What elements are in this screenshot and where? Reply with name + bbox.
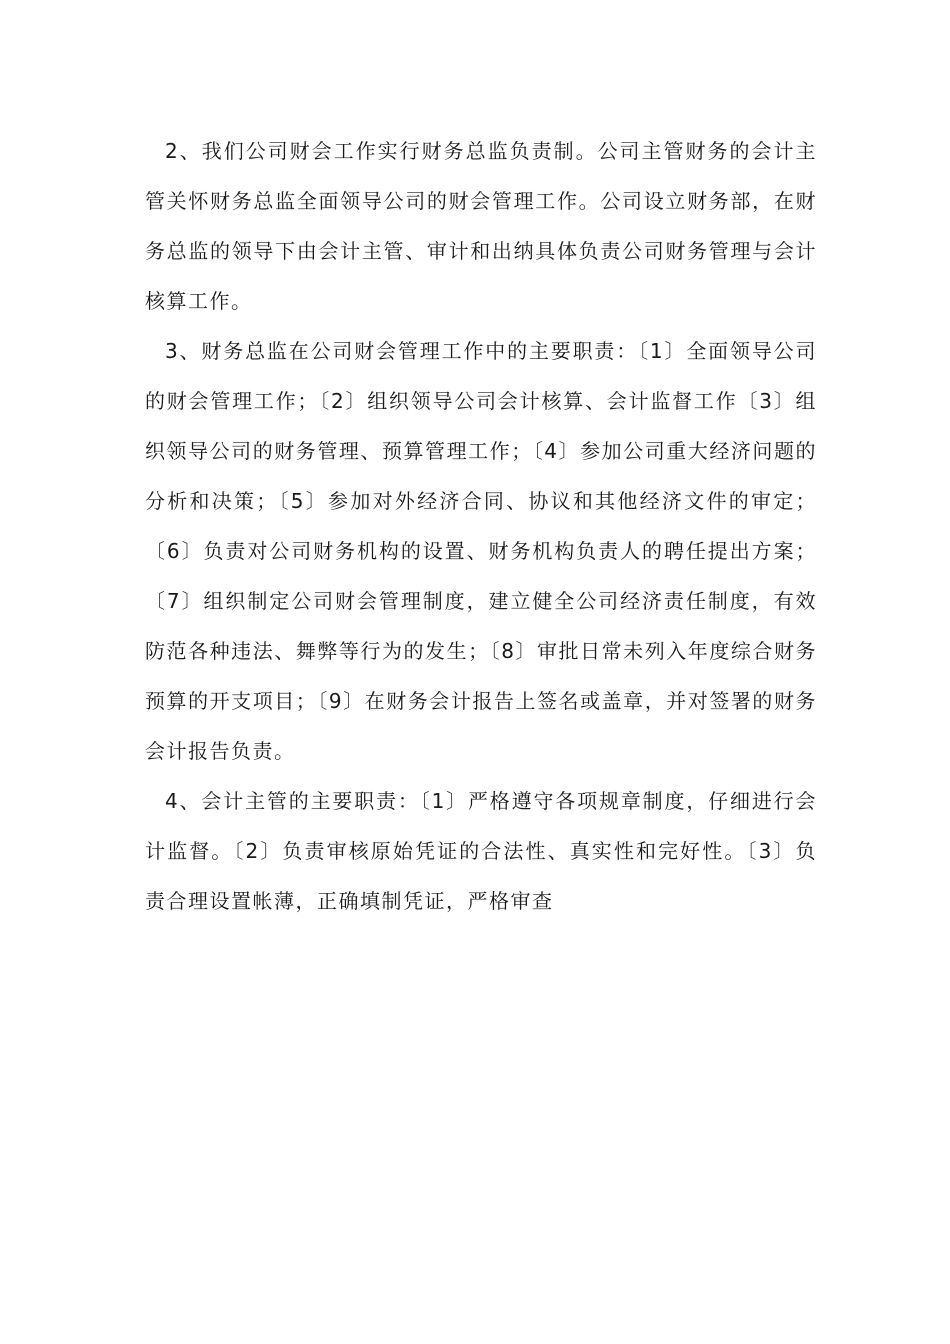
document-body (145, 126, 817, 926)
paragraph-3: 3、财务总监在公司财会管理工作中的主要职责：〔1〕全面领导公司的财会管理工作；〔2〕组织领导公司会计核算、会计监督工作〔3〕组织领导公司的财务管理、预算管理工作；〔4〕参加公司重大经济问题的分析和决策；〔5〕参加对外经济合同、协议和其他经济文件的审定；〔6〕负责对公司财务机构的设置、财务机构负责人的聘任提出方案；〔7〕组织制定公司财会管理制度，建立健全公司经济责任制度，有效防范各种违法、舞弊等行为的发生；〔8〕审批日常未列入年度综合财务预算的开支项目；〔9〕在财务会计报告上签名或盖章，并对签署的财务会计报告负责。 (145, 339, 817, 763)
paragraph-4: 4、会计主管的主要职责：〔1〕严格遵守各项规章制度，仔细进行会计监督。〔2〕负责审核原始凭证的合法性、真实性和完好性。〔3〕负责合理设置帐薄，正确填制凭证，严格审查 (145, 789, 817, 913)
paragraph-2: 2、我们公司财会工作实行财务总监负责制。公司主管财务的会计主管关怀财务总监全面领导公司的财会管理工作。公司设立财务部，在财务总监的领导下由会计主管、审计和出纳具体负责公司财务管理与会计核算工作。 (145, 139, 817, 313)
